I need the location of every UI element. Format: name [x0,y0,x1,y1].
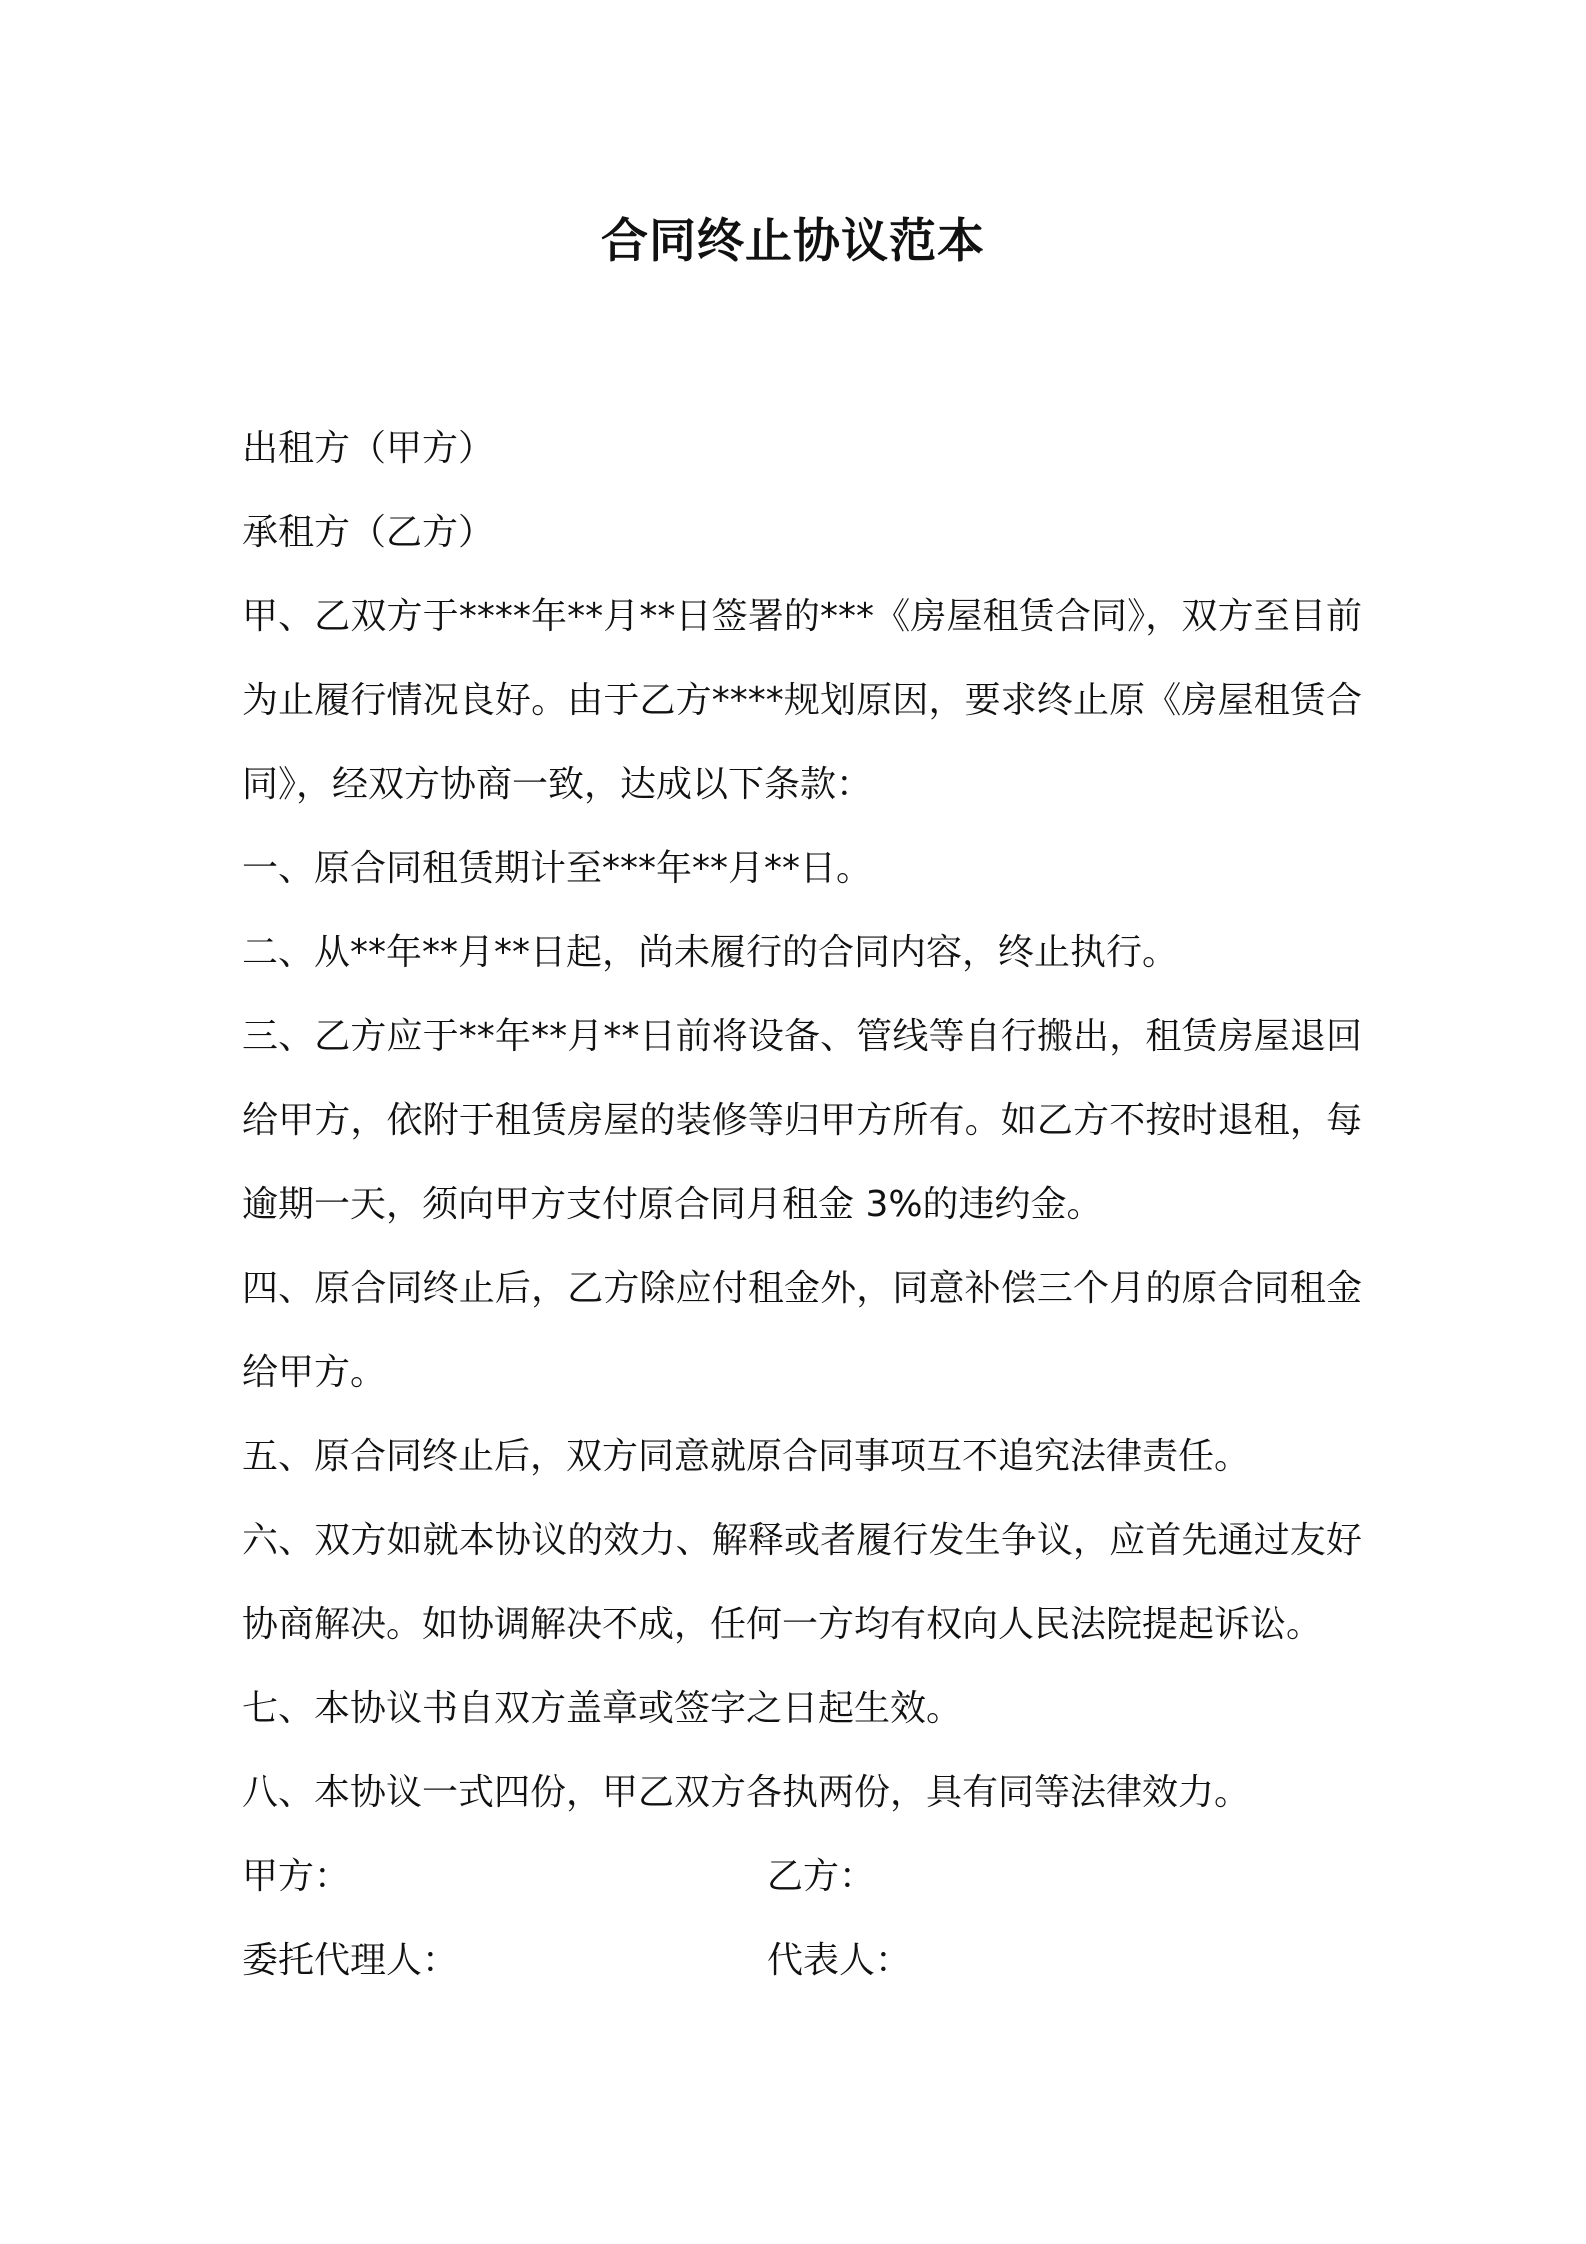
clause-1: 一、原合同租赁期计至***年**月**日。 [242,848,873,889]
agent-signature-label: 委托代理人： [242,1940,459,1981]
party-a-signature-label: 甲方： [242,1856,351,1897]
clause-8: 八、本协议一式四份，甲乙双方各执两份，具有同等法律效力。 [242,1772,1251,1813]
intro-paragraph: 甲、乙双方于****年**月**日签署的***《房屋租赁合同》，双方至目前为止履行情况良好。由于乙方****规划原因，要求终止原《房屋租赁合同》，经双方协商一致，达成以下条款： [242,596,1362,805]
party-b-signature-label: 乙方： [767,1856,876,1897]
lessor-line: 出租方（甲方） [242,428,495,469]
lessee-line: 承租方（乙方） [242,512,495,553]
clause-6: 六、双方如就本协议的效力、解释或者履行发生争议，应首先通过友好协商解决。如协调解决不成，任何一方均有权向人民法院提起诉讼。 [242,1520,1362,1645]
signature-row-parties [242,1835,1362,1919]
signature-row-agents [242,1919,1362,2003]
document-title: 合同终止协议范本 [601,214,985,269]
representative-signature-label: 代表人： [767,1940,912,1981]
clause-5: 五、原合同终止后，双方同意就原合同事项互不追究法律责任。 [242,1436,1251,1477]
clause-7: 七、本协议书自双方盖章或签字之日起生效。 [242,1688,963,1729]
document-body [242,407,1362,2003]
clause-4: 四、原合同终止后，乙方除应付租金外，同意补偿三个月的原合同租金给甲方。 [242,1268,1362,1393]
clause-3: 三、乙方应于**年**月**日前将设备、管线等自行搬出，租赁房屋退回给甲方，依附于租赁房屋的装修等归甲方所有。如乙方不按时退租，每逾期一天，须向甲方支付原合同月租金 3%的违约金。 [242,1016,1362,1225]
clause-2: 二、从**年**月**日起，尚未履行的合同内容，终止执行。 [242,932,1179,973]
